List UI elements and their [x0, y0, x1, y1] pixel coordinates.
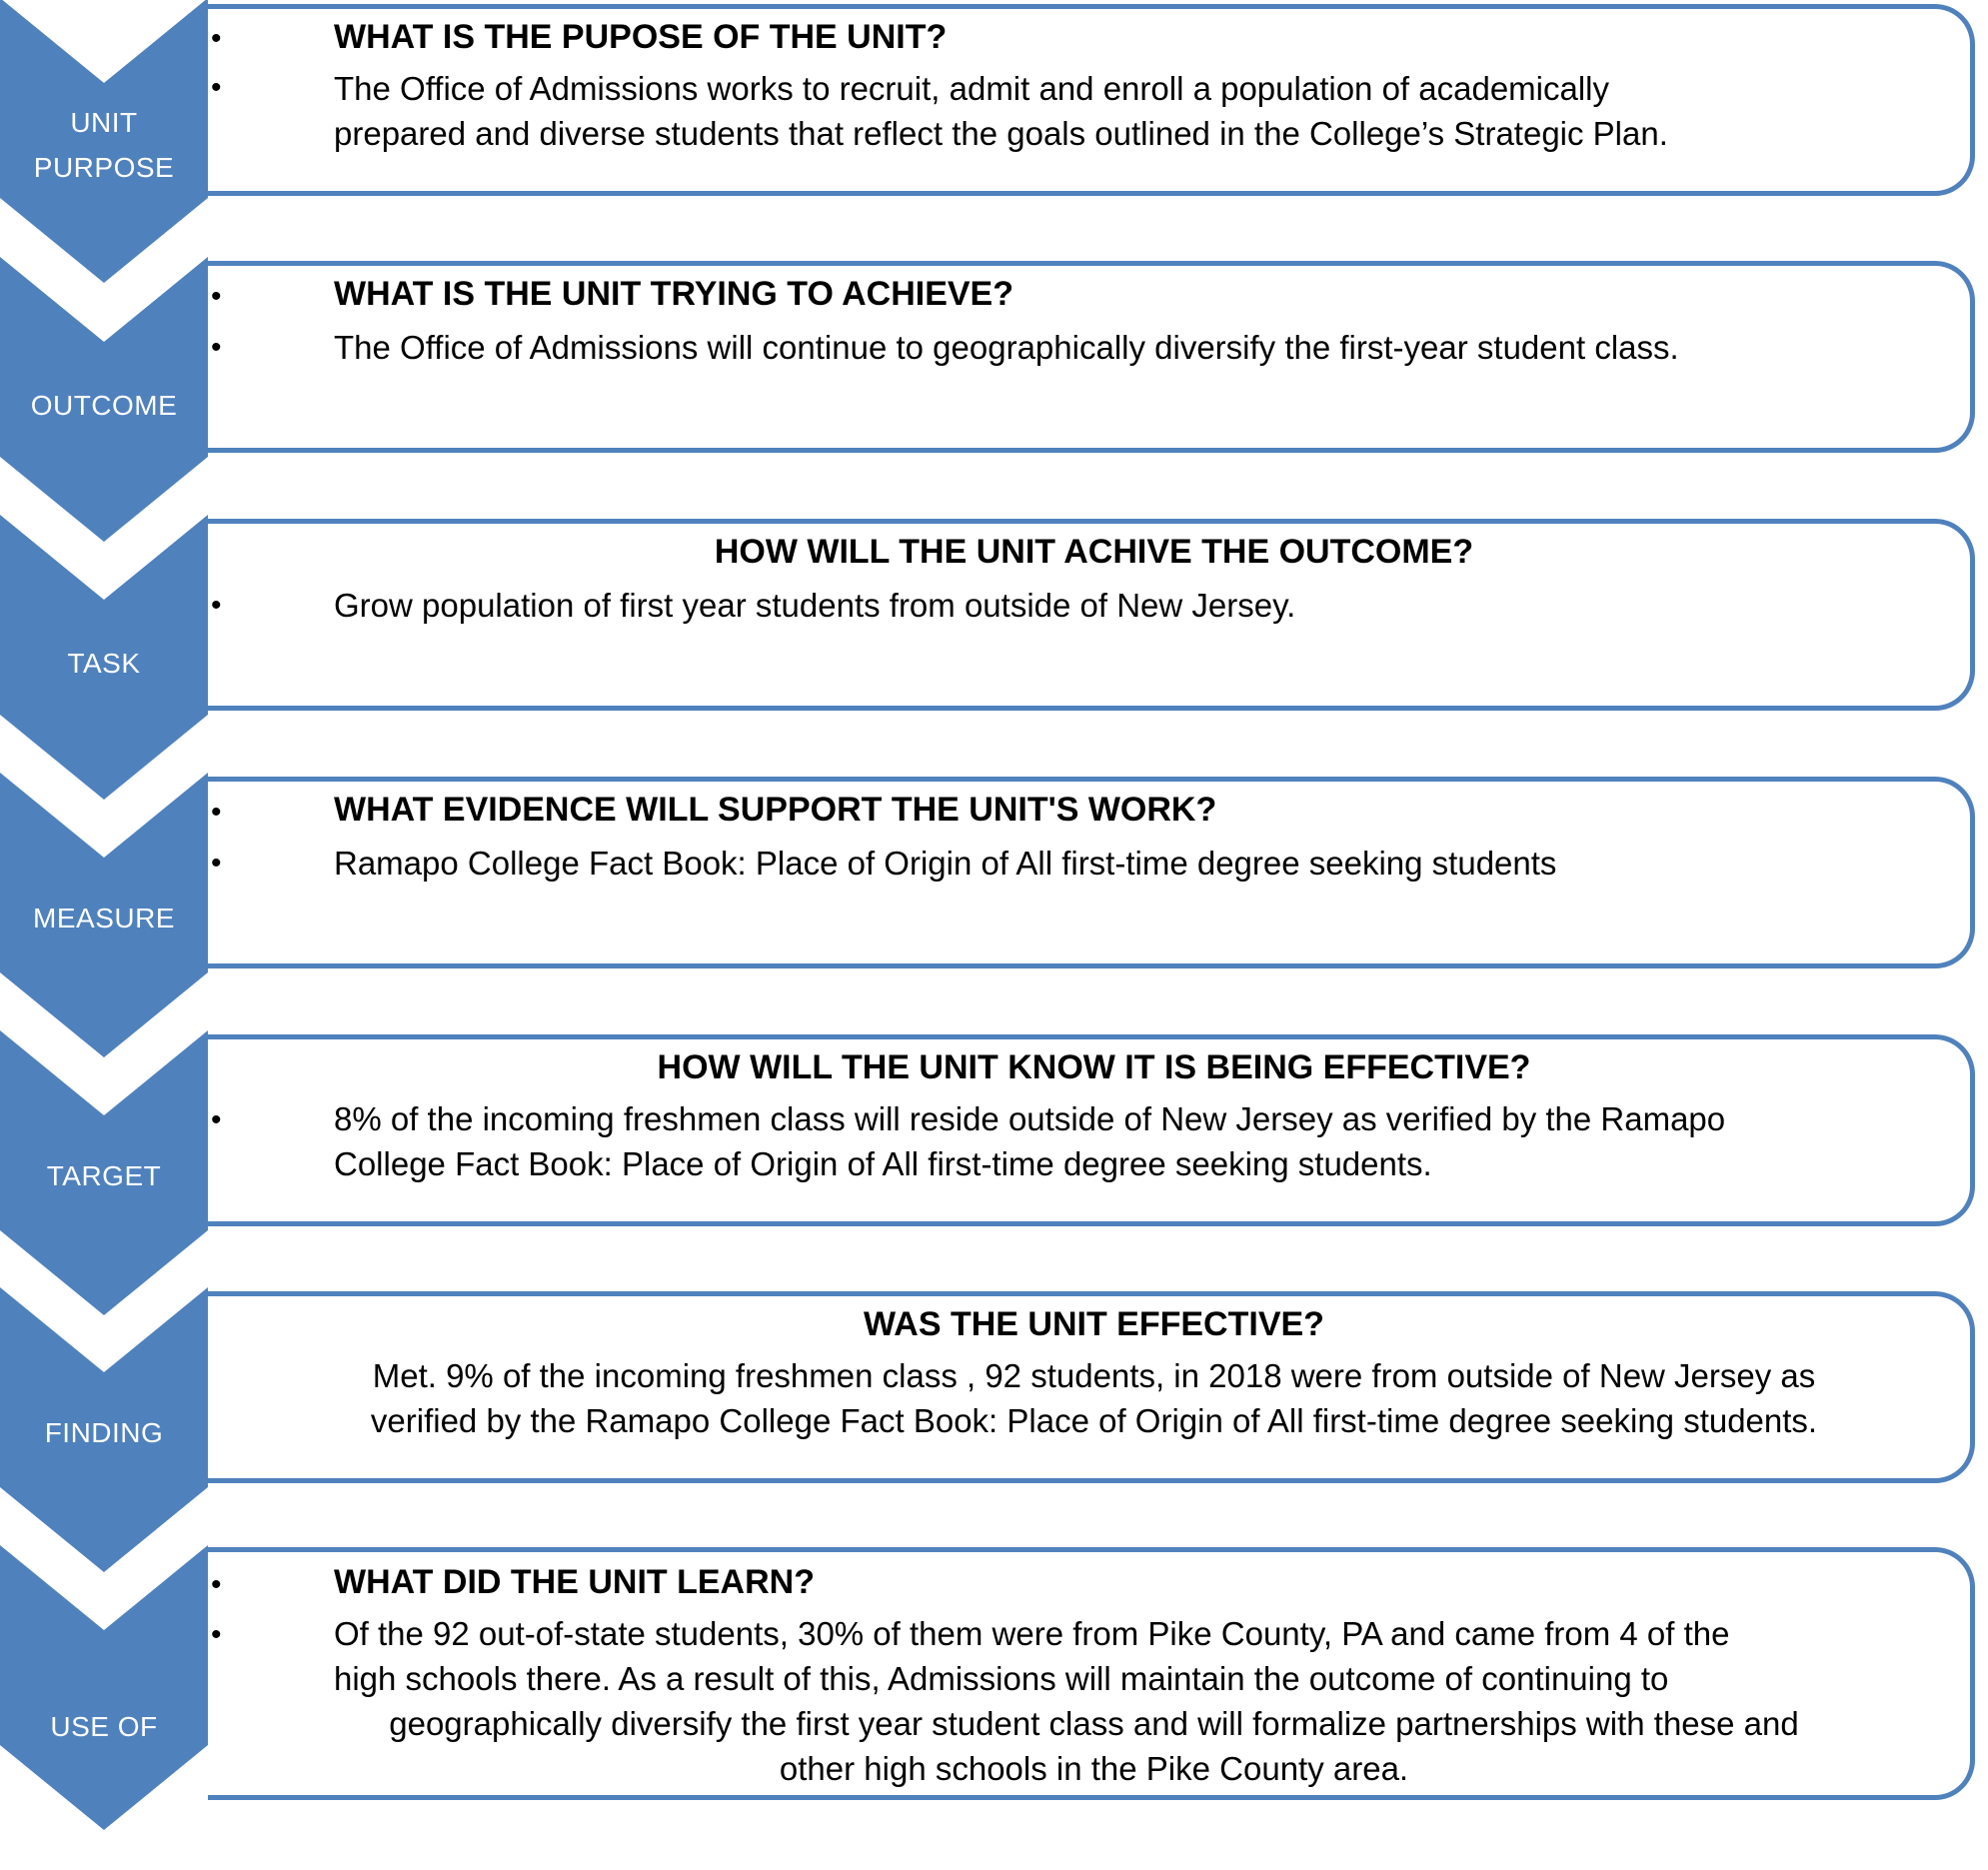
- body-line: Of the 92 out-of-state students, 30% of them were from Pike County, PA and came from 4 of the: [334, 1615, 1730, 1652]
- body-outcome: [334, 325, 1968, 370]
- bullet: •: [211, 71, 222, 104]
- label-line: TASK: [67, 648, 141, 679]
- body-line: verified by the Ramapo College Fact Book: Place of Origin of All first-time degree seeking students.: [370, 1402, 1818, 1439]
- chevron-label-task: [0, 641, 208, 686]
- label-line: MEASURE: [33, 903, 175, 934]
- body-line: 8% of the incoming freshmen class will reside outside of New Jersey as verified by the Ramapo: [334, 1100, 1726, 1137]
- bullet: •: [211, 847, 222, 880]
- label-line: UNIT: [70, 107, 138, 138]
- bullet: •: [211, 22, 222, 55]
- step-finding: [0, 1287, 1988, 1547]
- bullet: •: [211, 280, 222, 313]
- step-outcome: [0, 257, 1988, 517]
- body-use-of: [220, 1611, 1968, 1791]
- body-line: College Fact Book: Place of Origin of All first-time degree seeking students.: [334, 1145, 1432, 1182]
- body-finding: [220, 1353, 1968, 1443]
- body-unit-purpose: [334, 66, 1968, 156]
- label-line: OUTCOME: [30, 390, 178, 421]
- heading-use-of: WHAT DID THE UNIT LEARN?: [334, 1563, 815, 1601]
- chevron-label-unit-purpose: [0, 100, 208, 190]
- bullet: •: [211, 1103, 222, 1136]
- body-line: The Office of Admissions will continue to geographically diversify the first-year student class.: [334, 329, 1679, 366]
- step-task: [0, 515, 1988, 775]
- bullet: •: [211, 331, 222, 364]
- body-task: [334, 583, 1968, 628]
- label-line: FINDING: [44, 1417, 164, 1448]
- chevron-label-use-of: [0, 1704, 208, 1749]
- chevron-label-finding: [0, 1410, 208, 1455]
- heading-finding: WAS THE UNIT EFFECTIVE?: [864, 1305, 1324, 1343]
- chevron-label-target: [0, 1153, 208, 1198]
- heading-measure: WHAT EVIDENCE WILL SUPPORT THE UNIT'S WORK?: [334, 791, 1217, 829]
- step-use-of: [0, 1545, 1988, 1870]
- body-line: The Office of Admissions works to recruit, admit and enroll a population of academically: [334, 70, 1610, 107]
- body-line: high schools there. As a result of this, Admissions will maintain the outcome of continuing to: [334, 1660, 1669, 1697]
- heading-target: HOW WILL THE UNIT KNOW IT IS BEING EFFECTIVE?: [657, 1048, 1531, 1086]
- heading-outcome: WHAT IS THE UNIT TRYING TO ACHIEVE?: [334, 275, 1013, 313]
- heading-task: HOW WILL THE UNIT ACHIVE THE OUTCOME?: [714, 533, 1474, 571]
- step-measure: [0, 773, 1988, 1032]
- bullet: •: [211, 796, 222, 829]
- body-target: [334, 1096, 1968, 1186]
- bullet: •: [211, 589, 222, 622]
- body-line: other high schools in the Pike County area.: [779, 1750, 1409, 1787]
- body-line: prepared and diverse students that reflect the goals outlined in the College’s Strategic Plan.: [334, 115, 1668, 152]
- step-unit-purpose: [0, 0, 1988, 260]
- heading-unit-purpose: WHAT IS THE PUPOSE OF THE UNIT?: [334, 18, 948, 56]
- chevron-label-outcome: [0, 383, 208, 428]
- body-line: Met. 9% of the incoming freshmen class , 92 students, in 2018 were from outside of New Jersey as: [372, 1357, 1816, 1394]
- body-line: geographically diversify the first year student class and will formalize partnerships with these and: [389, 1705, 1799, 1742]
- chevron-label-measure: [0, 896, 208, 940]
- body-line: Grow population of first year students from outside of New Jersey.: [334, 587, 1296, 624]
- step-target: [0, 1030, 1988, 1290]
- body-line: Ramapo College Fact Book: Place of Origin of All first-time degree seeking students: [334, 845, 1557, 882]
- label-line: TARGET: [46, 1160, 162, 1191]
- label-line: USE OF: [50, 1711, 158, 1742]
- body-measure: [334, 841, 1968, 886]
- bullet: •: [211, 1618, 222, 1651]
- bullet: •: [211, 1568, 222, 1601]
- label-line: PURPOSE: [33, 152, 175, 183]
